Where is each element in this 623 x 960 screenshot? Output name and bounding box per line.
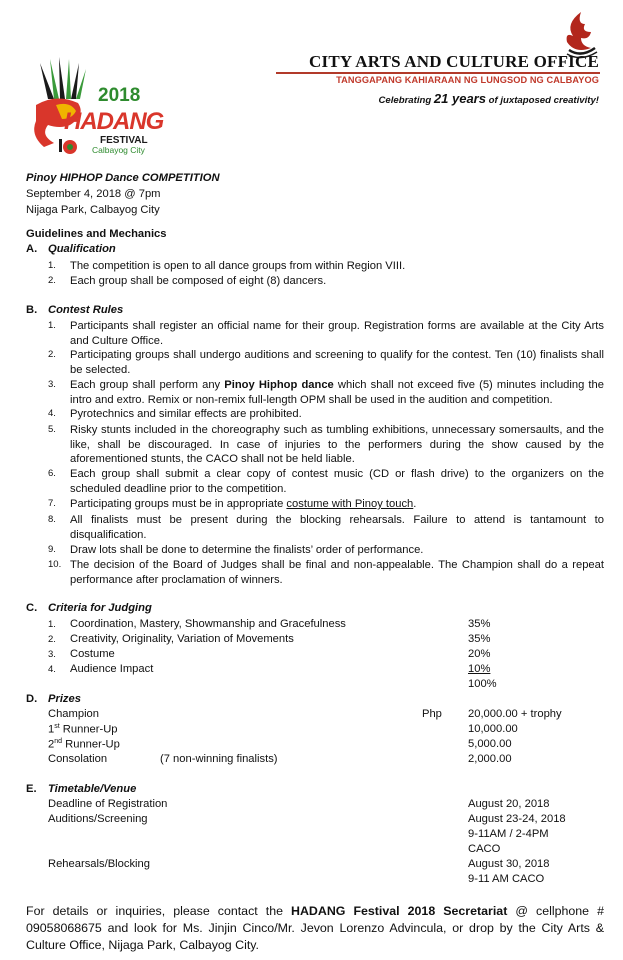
- timetable-row: 9-11AM / 2-4PM: [468, 828, 549, 840]
- list-item: 1. Participants shall register an official name for their group. Registration forms are available at the City Arts and Culture Office.: [48, 320, 604, 347]
- criteria-total: 100%: [468, 678, 497, 690]
- list-item: 1. The competition is open to all dance groups from within Region VIII.: [48, 260, 406, 272]
- logo-festival: FESTIVAL: [100, 135, 148, 146]
- logo-name: HADANG: [64, 108, 164, 135]
- section-a-label: A.: [26, 243, 38, 255]
- office-subtitle: TANGGAPANG KAHIARAAN NG LUNGSOD NG CALBAYOG: [336, 75, 599, 85]
- list-item: 3. Each group shall perform any Pinoy Hiphop dance which shall not exceed five (5) minutes including the intro and extro. Remix or non-remix full-length OPM shall be used in the audition and competition.: [48, 379, 604, 406]
- list-item: 4. Pyrotechnics and similar effects are prohibited.: [48, 408, 302, 420]
- event-date: September 4, 2018 @ 7pm: [26, 188, 161, 200]
- list-item: 10. The decision of the Board of Judges shall be final and non-appealable. The Champion shall do a repeat performance after proclamation of winners.: [48, 559, 604, 586]
- section-c-title: Criteria for Judging: [48, 602, 152, 614]
- criteria-row: 3. Costume 20%: [48, 648, 491, 660]
- prize-row: Champion Php 20,000.00 + trophy: [48, 708, 562, 720]
- prize-row: 2nd Runner-Up 5,000.00: [48, 738, 512, 751]
- event-heading: [26, 170, 220, 218]
- list-item: 5. Risky stunts included in the choreography such as tumbling exhibitions, unnecessary somersaults, and the like, shall be discouraged. In case of injuries to the performers during the show caused by the aforementioned stunts, the CACO shall not be held liable.: [48, 424, 604, 466]
- section-a-title: Qualification: [48, 243, 116, 255]
- logo-year: 2018: [98, 85, 141, 106]
- criteria-row: 4. Audience Impact 10%: [48, 663, 491, 675]
- list-item: 7. Participating groups must be in appropriate costume with Pinoy touch.: [48, 498, 417, 510]
- criteria-row: 1. Coordination, Mastery, Showmanship and Gracefulness 35%: [48, 618, 491, 630]
- criteria-row: 2. Creativity, Originality, Variation of Movements 35%: [48, 633, 491, 645]
- section-c-label: C.: [26, 602, 38, 614]
- contact-footer: For details or inquiries, please contact the HADANG Festival 2018 Secretariat @ cellphone # 09058068675 and look for Ms. Jinjin Cinco/Mr. Jevon Lorenzo Advincula, or drop by the City Arts & Culture Office, Nijaga Park, Calbayog City.: [26, 904, 604, 952]
- section-b-label: B.: [26, 304, 38, 316]
- list-item: 2. Each group shall be composed of eight (8) dancers.: [48, 275, 327, 287]
- section-e-title: Timetable/Venue: [48, 783, 137, 795]
- logo-city: Calbayog City: [92, 145, 145, 155]
- headdress-feathers-icon: [40, 57, 86, 99]
- event-title: Pinoy HIPHOP Dance COMPETITION: [26, 172, 220, 184]
- list-item: 8. All finalists must be present during the blocking rehearsals. Failure to attend is tantamount to disqualification.: [48, 514, 604, 541]
- timetable-row: Rehearsals/Blocking August 30, 2018: [48, 858, 550, 870]
- timetable-row: Auditions/Screening August 23-24, 2018: [48, 813, 566, 825]
- list-item: 9. Draw lots shall be done to determine the finalists’ order of performance.: [48, 544, 424, 556]
- timetable-row: 9-11 AM CACO: [468, 873, 545, 885]
- hadang-festival-logo: [26, 55, 166, 165]
- event-venue: Nijaga Park, Calbayog City: [26, 204, 160, 216]
- section-d-title: Prizes: [48, 693, 81, 705]
- timetable-row: Deadline of Registration August 20, 2018: [48, 798, 550, 810]
- office-tagline: Celebrating 21 years of juxtaposed creativity!: [378, 91, 599, 106]
- section-d-label: D.: [26, 693, 38, 705]
- guidelines-title: Guidelines and Mechanics: [26, 228, 167, 240]
- prize-row: 1st Runner-Up 10,000.00: [48, 723, 518, 736]
- list-item: 2. Participating groups shall undergo auditions and screening to qualify for the contest. Ten (10) finalists shall be selected.: [48, 349, 604, 376]
- section-b-title: Contest Rules: [48, 304, 124, 316]
- timetable-row: CACO: [468, 843, 501, 855]
- section-e-label: E.: [26, 783, 37, 795]
- prize-row: Consolation (7 non-winning finalists) 2,000.00: [48, 753, 512, 765]
- list-item: 6. Each group shall submit a clear copy of contest music (CD or flash drive) to the organizers on the scheduled deadline prior to the competition.: [48, 468, 604, 495]
- office-name: CITY ARTS AND CULTURE OFFICE: [309, 52, 599, 71]
- header-divider: [276, 72, 600, 74]
